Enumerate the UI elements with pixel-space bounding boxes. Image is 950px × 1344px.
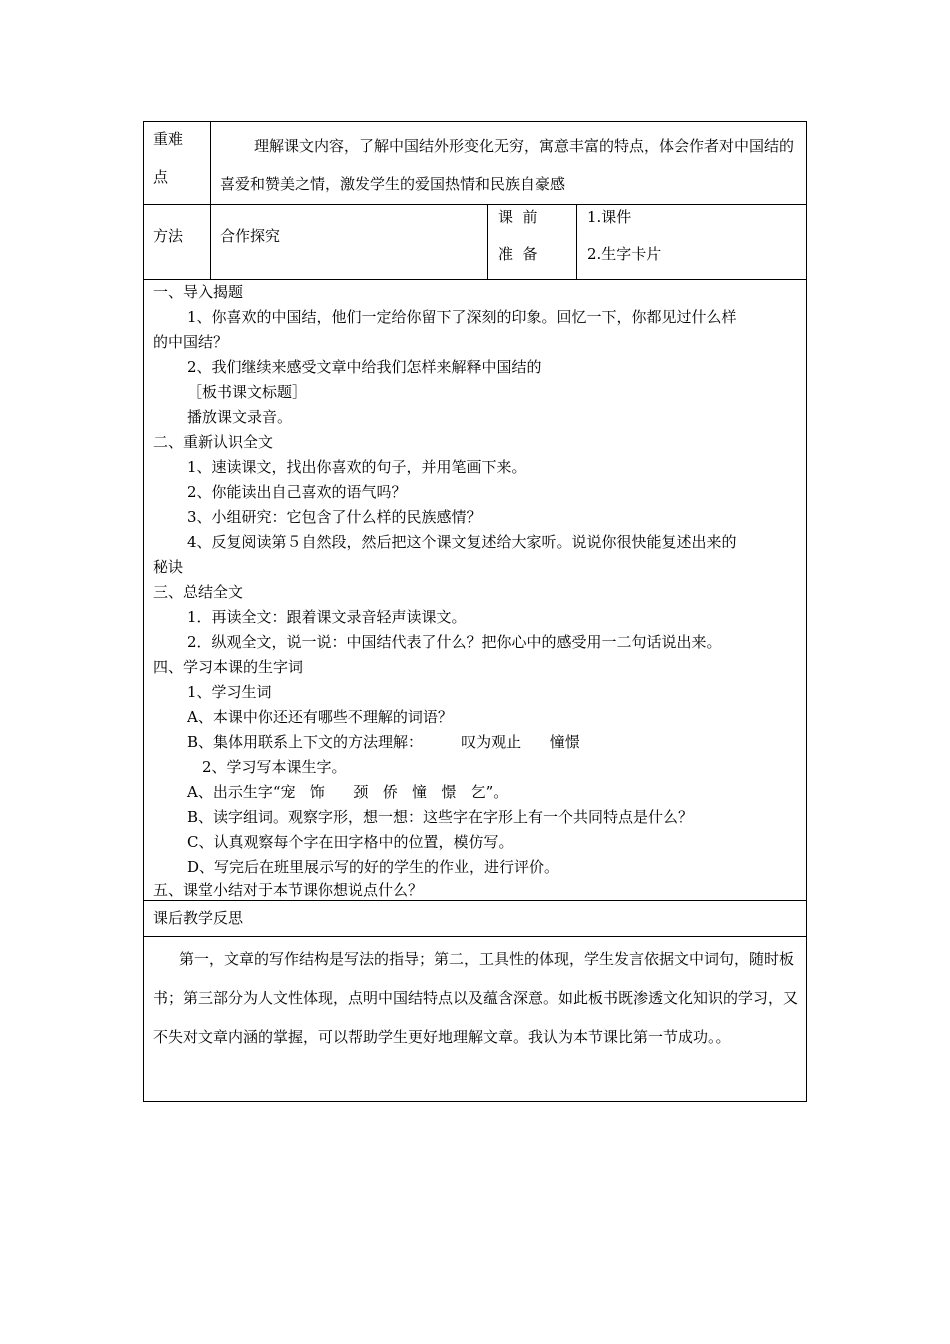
key-points-label: 点 [153,168,169,186]
process-line: 2、我们继续来感受文章中给我们怎样来解释中国结的 [187,358,542,376]
process-heading: 五、课堂小结对于本节课你想说点什么？ [153,881,424,899]
process-line: 2、学习写本课生字。 [202,758,347,776]
process-line: 1、你喜欢的中国结，他们一定给你留下了深刻的印象。回忆一下，你都见过什么样 [187,308,737,326]
process-heading: 四、学习本课的生字词 [153,658,304,676]
process-heading: 三、总结全文 [153,583,244,601]
prep-item: 1.课件 [587,208,632,226]
prep-item: 2.生字卡片 [587,245,662,263]
prep-label: 准 备 [498,245,538,263]
method-label: 方法 [153,227,184,245]
table-col-divider [487,204,488,279]
process-line: 2、你能读出自己喜欢的语气吗？ [187,483,407,501]
reflection-content: 第一，文章的写作结构是写法的指导；第二，工具性的体现，学生发言依据文中词句，随时板书；第三部分为人文性体现，点明中国结特点以及蕴含深意。如此板书既渗透文化知识的学习，又不失对文章内涵的掌握，可以帮助学生更好地理解文章。我认为本节课比第一节成功。。 [153,950,799,1046]
table-col-divider [576,204,577,279]
table-rule [143,204,807,205]
process-line: A、本课中你还还有哪些不理解的词语？ [187,708,453,726]
process-line: 1．再读全文：跟着课文录音轻声读课文。 [187,608,467,626]
table-col-divider [210,121,211,279]
process-line: 的中国结？ [153,333,229,351]
table-border-top [143,121,807,122]
process-line: C、认真观察每个字在田字格中的位置，模仿写。 [187,833,514,851]
process-line: A、出示生字“宠 饰 颈 侨 憧 憬 乞”。 [187,783,509,801]
process-heading: 二、重新认识全文 [153,433,274,451]
process-line: 4、反复阅读第５自然段，然后把这个课文复述给大家听。说说你很快能复述出来的 [187,533,737,551]
table-rule [143,936,807,937]
process-line: 1、速读课文，找出你喜欢的句子，并用笔画下来。 [187,458,527,476]
key-points-label: 重难 [153,130,184,148]
process-line: 秘诀 [153,558,184,576]
process-line: 1、学习生词 [187,683,272,701]
process-line: D、写完后在班里展示写的好的学生的作业，进行评价。 [187,858,560,876]
key-points-content: 理解课文内容，了解中国结外形变化无穷，寓意丰富的特点，体会作者对中国结的喜爱和赞美之情，激发学生的爱国热情和民族自豪感 [220,137,795,193]
process-line: B、读字组词。观察字形，想一想：这些字在字形上有一个共同特点是什么？ [187,808,694,826]
table-border-right [806,121,807,1102]
table-rule [143,900,807,901]
process-line: 2．纵观全文，说一说：中国结代表了什么？把你心中的感受用一二句话说出来。 [187,633,722,651]
process-line: 3、小组研究：它包含了什么样的民族感情？ [187,508,482,526]
process-heading: 一、导入揭题 [153,283,244,301]
reflection-title: 课后教学反思 [153,909,244,927]
process-line: 播放课文录音。 [187,408,293,426]
prep-label: 课 前 [498,208,538,226]
table-rule [143,279,807,280]
process-line: B、集体用联系上下文的方法理解： 叹为观止 憧憬 [187,733,580,751]
process-line: ［板书课文标题］ [187,383,308,401]
method-value: 合作探究 [220,227,281,245]
table-border-bottom [143,1101,807,1102]
table-border-left [143,121,144,1102]
